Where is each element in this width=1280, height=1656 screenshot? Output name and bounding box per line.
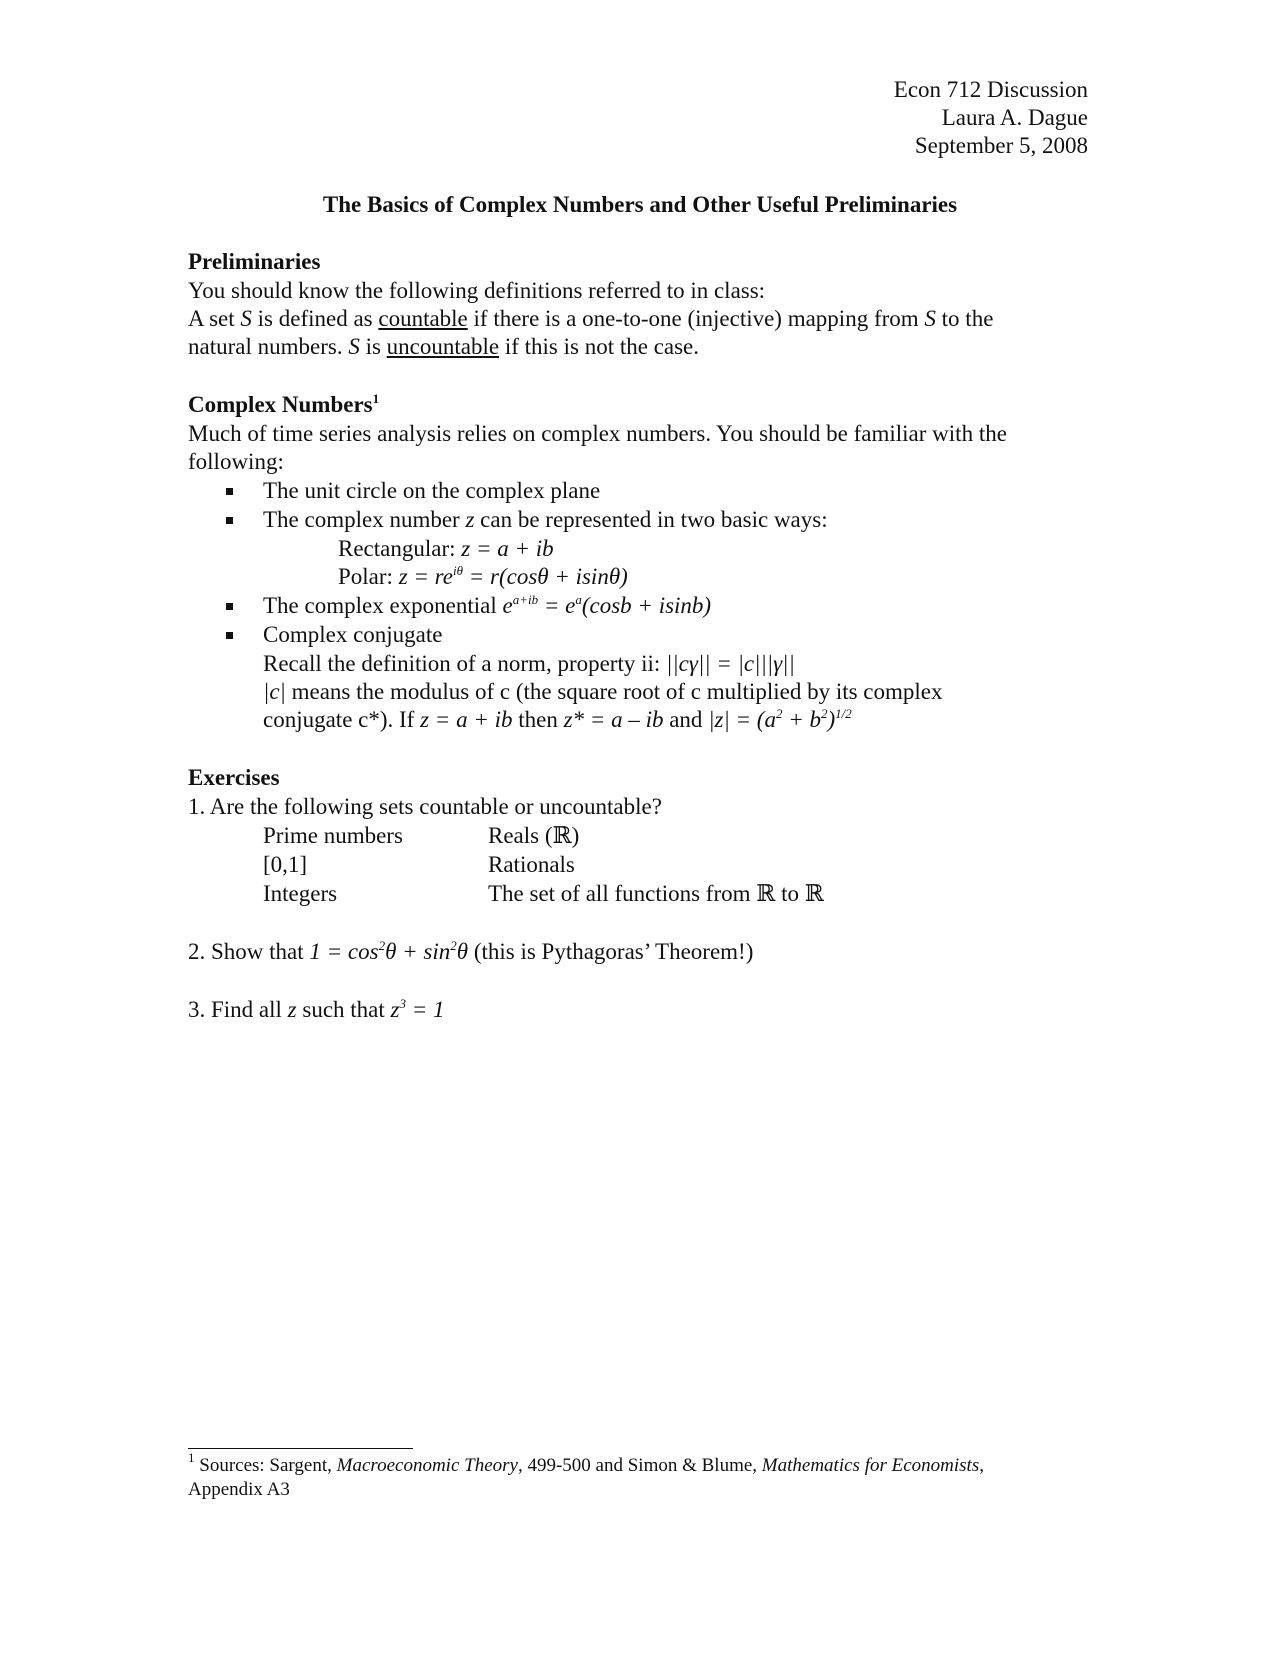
exercise-1: 1. Are the following sets countable or uncountable?	[188, 794, 662, 819]
footnote-line2: Appendix A3	[188, 1479, 290, 1500]
rectangular-form: Rectangular: z = a + ib	[338, 536, 554, 561]
set-item: [0,1]	[263, 852, 308, 877]
bullet-complex-exponential: The complex exponential $e^{a+ib} = e^a(\cos b + isinb)$	[263, 592, 712, 618]
page-title: The Basics of Complex Numbers and Other Useful Preliminaries	[322, 192, 958, 217]
modulus-definition: |c| means the modulus of c (the square root of c multiplied by its complex	[263, 679, 943, 704]
complex-intro-line1: Much of time series analysis relies on complex numbers. You should be familiar with the	[188, 421, 1007, 446]
bullet-unit-circle: The unit circle on the complex plane	[263, 478, 601, 503]
definition-countable: A set S is defined as countable if there is a one-to-one (injective) mapping from S to the	[188, 306, 994, 331]
bullet-representation: The complex number z can be represented in two basic ways:	[263, 507, 828, 532]
bullet-icon	[226, 632, 233, 639]
bullet-icon	[226, 517, 233, 524]
definition-uncountable: natural numbers. S is uncountable if this is not the case.	[188, 334, 700, 359]
set-item: Rationals	[488, 852, 575, 877]
footnote-ref: 1	[372, 391, 380, 406]
header-date: September 5, 2008	[914, 133, 1088, 158]
heading-exercises: Exercises	[188, 765, 280, 790]
footnote-line1: $^1$ Sources: Sargent, Macroeconomic Theory, 499-500 and Simon & Blume, Mathematics for Economists,	[188, 1450, 984, 1476]
exercise-2: 2. Show that $1 = \cos^2\theta + \sin^2\theta$ (this is Pythagoras’ Theorem!)	[188, 938, 754, 964]
bullet-icon	[226, 603, 233, 610]
footnote-divider	[188, 1448, 413, 1449]
polar-form: Polar: $z = re^{i\theta} = r(\cos\theta + isin\theta)$	[338, 563, 628, 589]
term-uncountable: uncountable	[386, 334, 500, 359]
header-author: Laura A. Dague	[941, 105, 1088, 130]
bullet-icon	[226, 488, 233, 495]
heading-preliminaries: Preliminaries	[188, 249, 321, 274]
complex-intro-line2: following:	[188, 449, 284, 474]
term-countable: countable	[378, 306, 468, 331]
header-course: Econ 712 Discussion	[893, 77, 1088, 102]
bullet-complex-conjugate: Complex conjugate	[263, 622, 443, 647]
set-item: The set of all functions from ℝ to ℝ	[488, 881, 824, 906]
set-item: Prime numbers	[263, 823, 403, 848]
heading-complex-numbers: Complex Numbers$^1$	[188, 391, 380, 417]
norm-property: Recall the definition of a norm, property ii: ||cγ|| = |c|||γ||	[263, 651, 795, 676]
preliminaries-intro: You should know the following definitions referred to in class:	[188, 278, 766, 303]
set-item: Reals (ℝ)	[488, 823, 580, 848]
set-item: Integers	[263, 881, 338, 906]
exercise-3: 3. Find all z such that $z^3 = 1$	[188, 996, 445, 1022]
conjugate-definition: conjugate c*). If z = a + ib then z* = a – ib and $|z| = (a^2 + b^2)^{1/2}$	[263, 706, 852, 732]
